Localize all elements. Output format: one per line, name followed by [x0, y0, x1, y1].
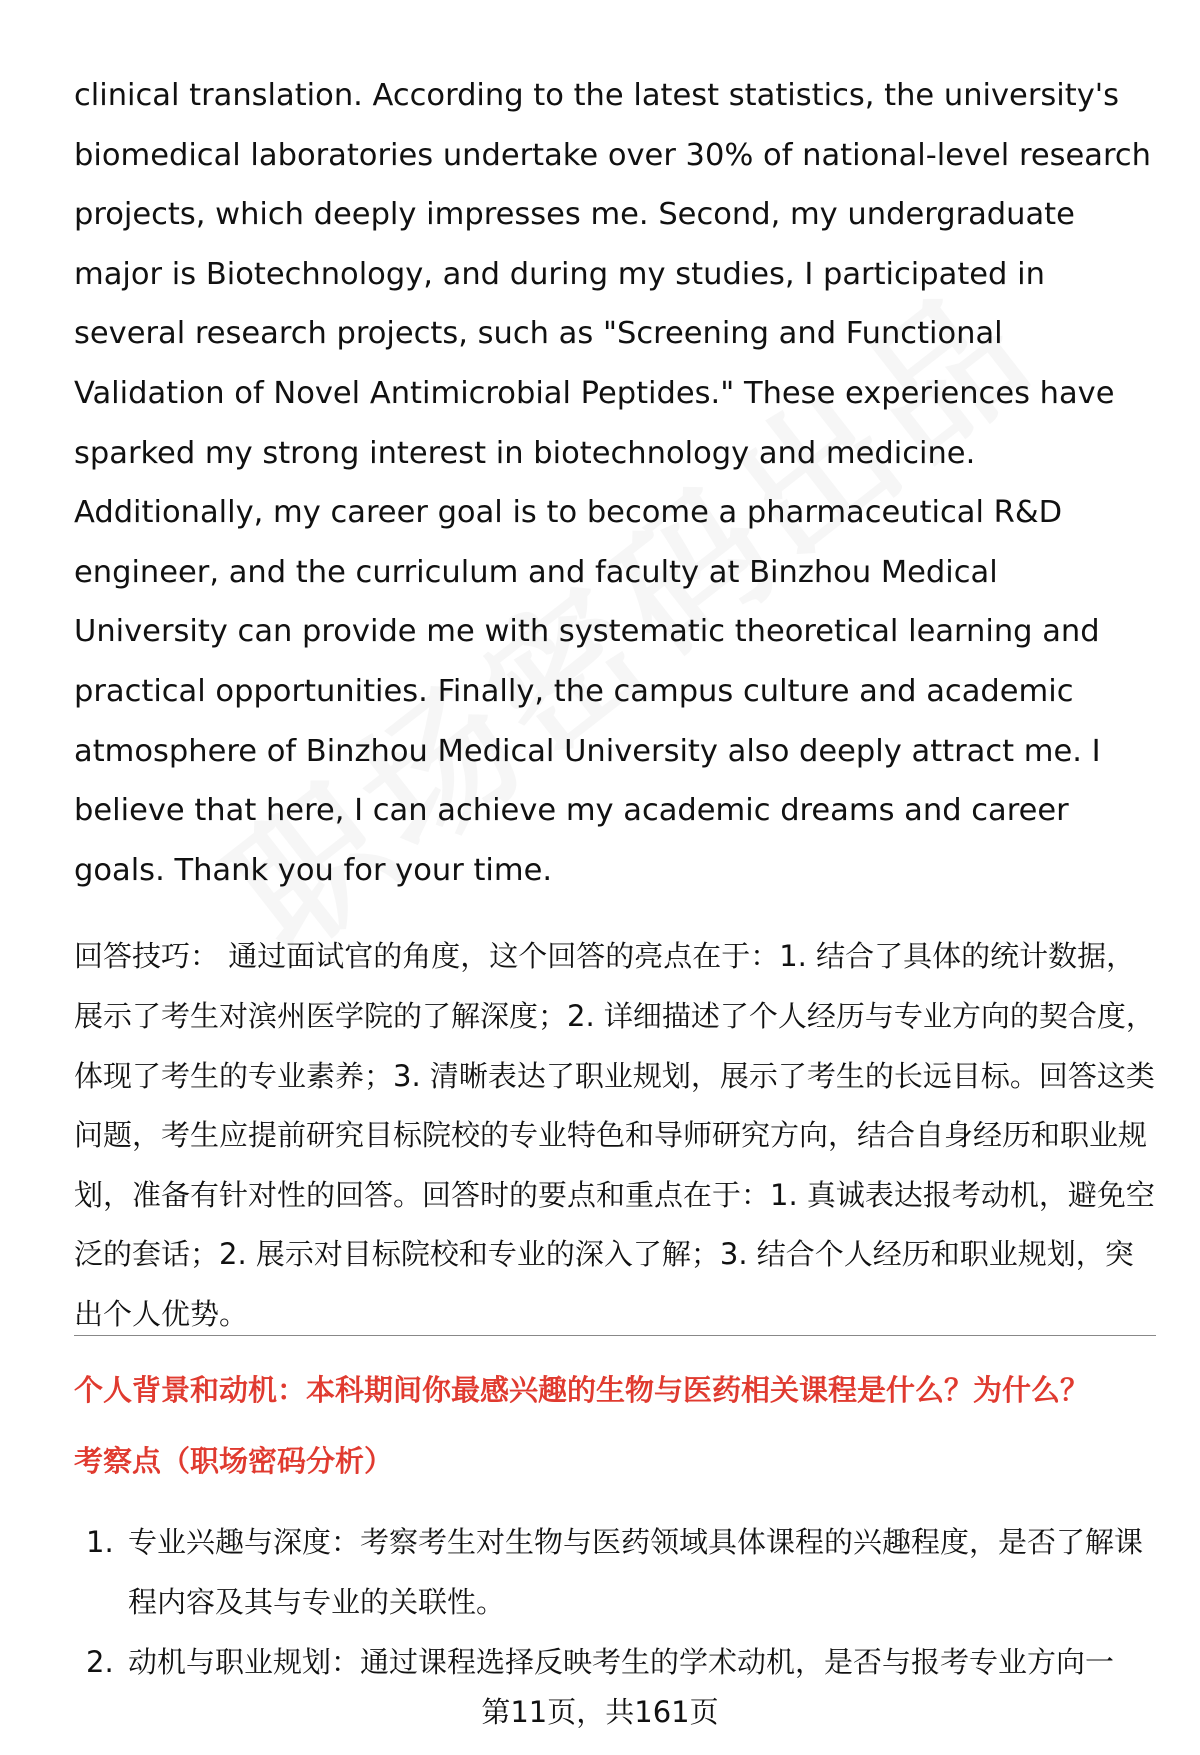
analysis-list [74, 1512, 1160, 1692]
section-divider [74, 1335, 1156, 1336]
list-item-number: 2. [86, 1645, 114, 1679]
list-item-text: 专业兴趣与深度：考察考生对生物与医药领域具体课程的兴趣程度，是否了解课程内容及其与专业的关联性。 [128, 1525, 1144, 1619]
list-item [74, 1512, 1160, 1632]
list-item-text: 动机与职业规划：通过课程选择反映考生的学术动机，是否与报考专业方向一 [128, 1645, 1115, 1679]
question-heading: 个人背景和动机：本科期间你最感兴趣的生物与医药相关课程是什么？为什么？ [74, 1373, 1090, 1407]
answer-tips-paragraph: 回答技巧： 通过面试官的角度，这个回答的亮点在于：1. 结合了具体的统计数据，展示了考生对滨州医学院的了解深度；2. 详细描述了个人经历与专业方向的契合度，体现了考生的专业素养；3. 清晰表达了职业规划，展示了考生的长远目标。回答这类问题，考生应提前研究目标院校的专业特色和导师研究方向，结合自身经历和职业规划，准备有针对性的回答。回答时的要点和重点在于：1. 真诚表达报考动机，避免空泛的套话；2. 展示对目标院校和专业的深入了解；3. 结合个人经历和职业规划，突出个人优势。 [74, 939, 1155, 1331]
content-area [74, 66, 1160, 1344]
answer-paragraph: clinical translation. According to the latest statistics, the university's biomedical laboratories undertake over 30% of national-level research projects, which deeply impresses me. Second, my undergraduate major is Biotechnology, and during my studies, I participated in several research projects, such as "Screening and Functional Validation of Novel Antimicrobial Peptides." These experiences have sparked my strong interest in biotechnology and medicine. Additionally, my career goal is to become a pharmaceutical R&D engineer, and the curriculum and faculty at Binzhou Medical University can provide me with systematic theoretical learning and practical opportunities. Finally, the campus culture and academic atmosphere of Binzhou Medical University also deeply attract me. I believe that here, I can achieve my academic dreams and career goals. Thank you for your time. [74, 78, 1151, 888]
list-item [74, 1632, 1160, 1692]
list-item-number: 1. [86, 1525, 114, 1559]
page-number-footer: 第11页，共161页 [481, 1695, 719, 1729]
analysis-heading: 考察点（职场密码分析） [74, 1444, 394, 1478]
